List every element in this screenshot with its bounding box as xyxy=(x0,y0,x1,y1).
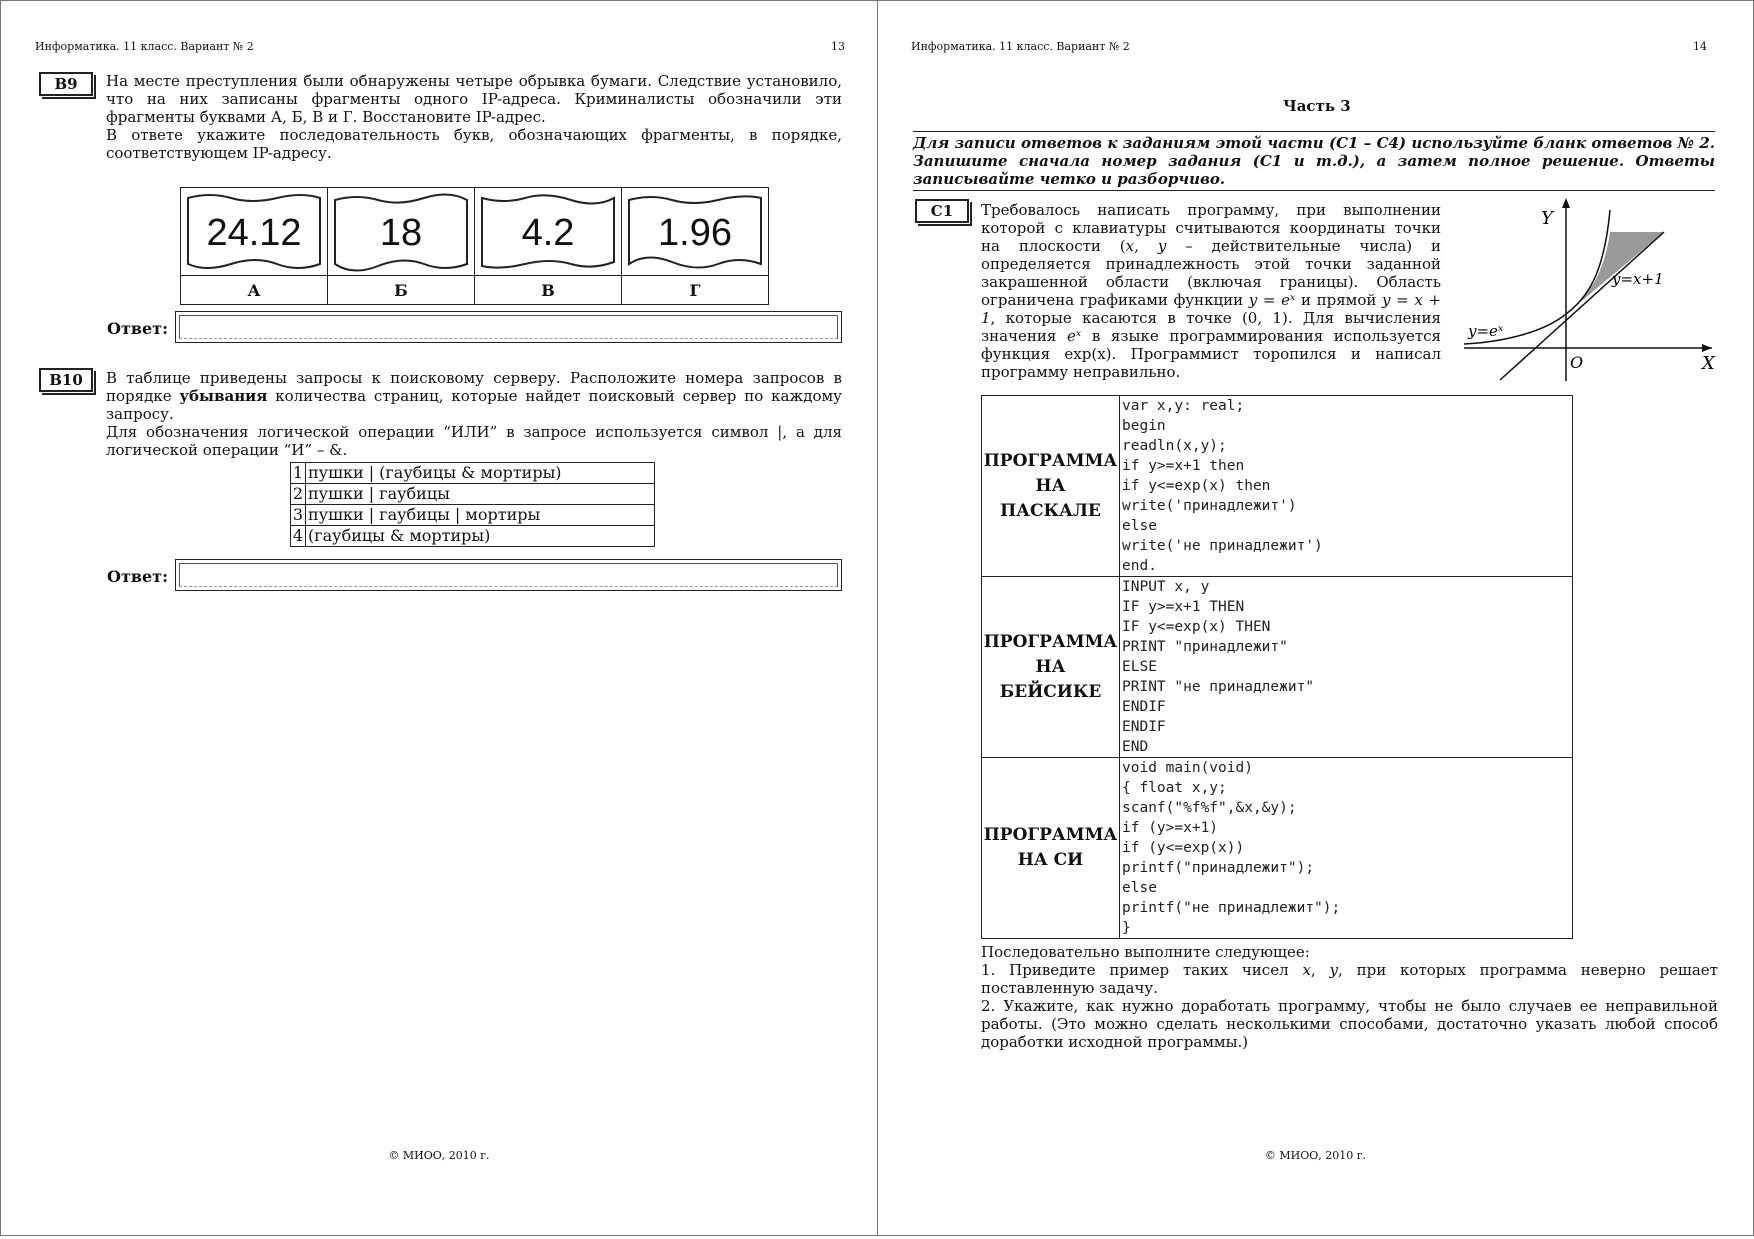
fragment-value: 18 xyxy=(379,211,423,254)
ip-fragments-table xyxy=(180,187,769,305)
b9-answer-label: Ответ: xyxy=(107,319,168,338)
fragment-cell xyxy=(328,188,475,276)
page-number: 13 xyxy=(831,40,845,53)
task-label-b9: B9 xyxy=(39,72,93,96)
origin-label: O xyxy=(1570,353,1584,372)
task-label-c1: С1 xyxy=(915,199,969,223)
part-title: Часть 3 xyxy=(1283,97,1351,115)
formula-exp: y = eˣ xyxy=(1248,291,1296,309)
formula-e: eˣ xyxy=(1067,327,1082,345)
c1-paragraph: Требовалось написать программу, при выполнении которой с клавиатуры считываются координаты точки на плоскости (x, y – действительные числа) и определяется принадлежность этой точки заданной закрашенной области (включая границы). Область ограничена графиками функции y = eˣ и прямой y = x + 1, которые касаются в точке (0, 1). Для вычисления значения eˣ в языке программирования используется функция exp(x). Программист торопился и написал программу неправильно. xyxy=(981,201,1442,381)
c1-text xyxy=(981,201,1441,381)
page-footer: © МИОО, 2010 г. xyxy=(1264,1149,1367,1162)
line-label: y=x+1 xyxy=(1612,270,1664,288)
b9-answer-field[interactable] xyxy=(175,311,842,343)
fragment-letter: Г xyxy=(622,276,769,305)
table-row: 3 пушки | гаубицы | мортиры xyxy=(291,505,655,526)
left-page xyxy=(0,0,878,1236)
programs-table xyxy=(981,395,1573,939)
emphasis-descending: убывания xyxy=(179,387,268,405)
formula-line: y = x + 1 xyxy=(981,291,1442,327)
program-label: ПРОГРАММА НА ПАСКАЛЕ xyxy=(982,396,1120,577)
fragment-letter: В xyxy=(475,276,622,305)
table-row: 1 пушки | (гаубицы & мортиры) xyxy=(291,463,655,484)
paper-scrap xyxy=(479,192,617,272)
part-instructions: Для записи ответов к заданиям этой части (С1 – С4) используйте бланк ответов № 2. Запишите сначала номер задания (С1 и т.д.), а затем полное решение. Ответы записывайте четко и разборчиво. xyxy=(913,131,1715,191)
followup-item-1: 1. Приведите пример таких чисел x, y, при которых программа неверно решает поставленную задачу. xyxy=(981,961,1718,997)
region-graph xyxy=(1464,196,1716,381)
fragment-letter: Б xyxy=(328,276,475,305)
curve-label: y=eˣ xyxy=(1468,322,1504,340)
table-row: 2 пушки | гаубицы xyxy=(291,484,655,505)
fragment-cell xyxy=(181,188,328,276)
b10-answer-field[interactable] xyxy=(175,559,842,591)
b10-text xyxy=(106,369,842,459)
page-header: Информатика. 11 класс. Вариант № 2 xyxy=(911,40,1130,53)
followup-item-2: 2. Укажите, как нужно доработать программу, чтобы не было случаев ее неправильной работы. (Это можно сделать несколькими способами, достаточно указать любой способ доработки исходной программы.) xyxy=(981,997,1718,1051)
table-row xyxy=(982,758,1573,939)
c-code: void main(void) { float x,y; scanf("%f%f",&x,&y); if (y>=x+1) if (y<=exp(x)) printf("принадлежит"); else printf("не принадлежит"); } xyxy=(1120,758,1573,939)
x-axis-label: X xyxy=(1702,353,1715,374)
b9-text xyxy=(106,72,842,162)
page-number: 14 xyxy=(1693,40,1707,53)
c1-followup xyxy=(981,943,1718,1051)
b9-paragraph-1: На месте преступления были обнаружены четыре обрывка бумаги. Следствие установило, что на них записаны фрагменты одного IP-адреса. Криминалисты обозначили эти фрагменты буквами А, Б, В и Г. Восстановите IP-адрес. xyxy=(106,72,842,126)
queries-table xyxy=(290,462,655,547)
fragment-cell xyxy=(475,188,622,276)
task-label-b10: B10 xyxy=(39,368,93,392)
paper-scrap xyxy=(185,192,323,272)
page-footer: © МИОО, 2010 г. xyxy=(388,1149,490,1162)
b10-paragraph-2: Для обозначения логической операции “ИЛИ” в запросе используется символ |, а для логической операции “И” – &. xyxy=(106,423,842,459)
fragment-value: 4.2 xyxy=(521,211,575,254)
formula-point: (0, 1) xyxy=(1241,309,1288,327)
fragment-cell xyxy=(622,188,769,276)
pascal-code: var x,y: real; begin readln(x,y); if y>=x+1 then if y<=exp(x) then write('принадлежит') else write('не принадлежит') end. xyxy=(1120,396,1573,577)
table-row xyxy=(982,396,1573,577)
b10-answer-label: Ответ: xyxy=(107,567,168,586)
paper-scrap xyxy=(332,192,470,272)
table-row: 4 (гаубицы & мортиры) xyxy=(291,526,655,547)
fragment-value: 1.96 xyxy=(658,211,732,254)
y-axis-label: Y xyxy=(1541,208,1553,229)
paper-scrap xyxy=(626,192,764,272)
program-label: ПРОГРАММА НА СИ xyxy=(982,758,1120,939)
page-header: Информатика. 11 класс. Вариант № 2 xyxy=(35,40,254,53)
b10-paragraph-1: В таблице приведены запросы к поисковому серверу. Расположите номера запросов в порядке убывания количества страниц, которые найдет поисковый сервер по каждому запросу. xyxy=(106,369,842,423)
b9-paragraph-2: В ответе укажите последовательность букв, обозначающих фрагменты, в порядке, соответствующем IP-адресу. xyxy=(106,126,842,162)
program-label: ПРОГРАММА НА БЕЙСИКЕ xyxy=(982,577,1120,758)
followup-intro: Последовательно выполните следующее: xyxy=(981,943,1310,961)
fragment-value: 24.12 xyxy=(206,211,302,254)
table-row xyxy=(982,577,1573,758)
basic-code: INPUT x, y IF y>=x+1 THEN IF y<=exp(x) THEN PRINT "принадлежит" ELSE PRINT "не принадлежит" ENDIF ENDIF END xyxy=(1120,577,1573,758)
fragment-letter: А xyxy=(181,276,328,305)
